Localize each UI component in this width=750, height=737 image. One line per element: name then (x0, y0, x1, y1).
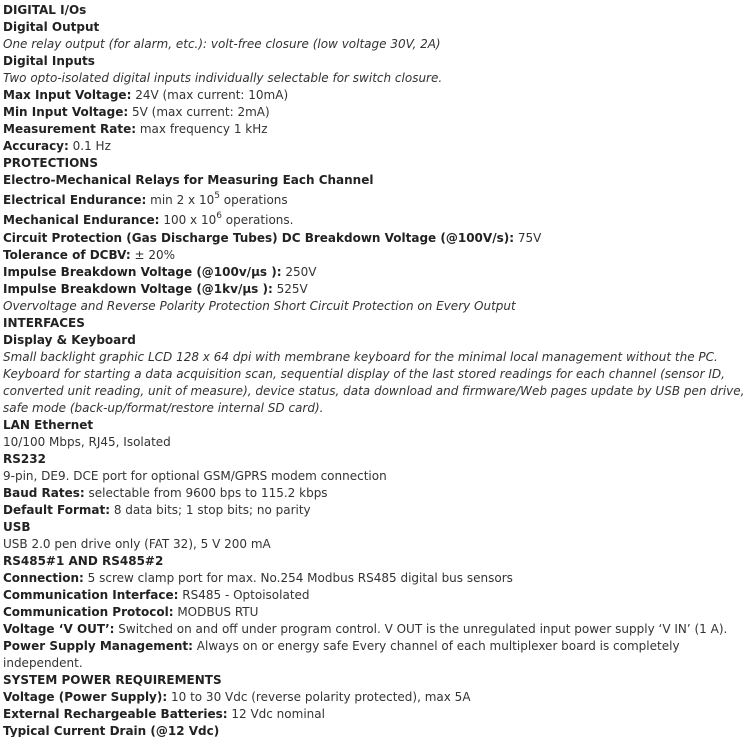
default-format-label: Default Format: (3, 503, 110, 517)
impulse-100-row (3, 264, 316, 281)
external-batteries-row (3, 706, 325, 723)
rs232-text: 9-pin, DE9. DCE port for optional GSM/GPRS modem connection (3, 469, 387, 483)
electrical-endurance-row (3, 192, 288, 209)
comm-interface-value: RS485 - Optoisolated (182, 588, 310, 602)
display-text-line2: Keyboard for starting a data acquisition scan, sequential display of the last stored readings for each channel (sensor ID, (3, 367, 725, 381)
external-batteries-label: External Rechargeable Batteries: (3, 707, 228, 721)
default-format-row (3, 502, 311, 519)
measurement-rate-label: Measurement Rate: (3, 122, 137, 136)
usb-title: USB (3, 520, 31, 534)
digital-inputs-text: Two opto-isolated digital inputs individually selectable for switch closure. (3, 71, 443, 85)
heading-digital-ios: DIGITAL I/Os (3, 3, 87, 17)
baud-rates-label: Baud Rates: (3, 486, 85, 500)
rs485-title: RS485#1 AND RS485#2 (3, 554, 164, 568)
rs232-title: RS232 (3, 452, 46, 466)
power-supply-voltage-value: 10 to 30 Vdc (reverse polarity protected), max 5A (170, 690, 471, 704)
min-input-voltage-value: 5V (max current: 2mA) (132, 105, 270, 119)
mechanical-endurance-label: Mechanical Endurance: (3, 213, 160, 227)
comm-interface-row (3, 587, 310, 604)
voltage-vout-row (3, 621, 727, 638)
max-input-voltage-row (3, 87, 288, 104)
lan-title: LAN Ethernet (3, 418, 94, 432)
connection-value: 5 screw clamp port for max. No.254 Modbus RS485 digital bus sensors (87, 571, 513, 585)
default-format-value: 8 data bits; 1 stop bits; no parity (113, 503, 311, 517)
relays-title: Electro-Mechanical Relays for Measuring Each Channel (3, 173, 374, 187)
mechanical-endurance-row (3, 212, 293, 229)
comm-interface-label: Communication Interface: (3, 588, 179, 602)
display-text-line3: converted unit reading, unit of measure), device status, data download and firmware/Web pages update by USB pen drive, (3, 384, 745, 398)
connection-label: Connection: (3, 571, 84, 585)
power-supply-voltage-label: Voltage (Power Supply): (3, 690, 168, 704)
power-supply-management-row (3, 638, 680, 655)
display-keyboard-title: Display & Keyboard (3, 333, 136, 347)
impulse-1k-row (3, 281, 308, 298)
power-supply-management-label: Power Supply Management: (3, 639, 193, 653)
comm-protocol-value: MODBUS RTU (177, 605, 259, 619)
typical-current-drain-label: Typical Current Drain (@12 Vdc) (3, 724, 220, 737)
accuracy-value: 0.1 Hz (72, 139, 111, 153)
heading-protections: PROTECTIONS (3, 156, 98, 170)
max-input-voltage-value: 24V (max current: 10mA) (135, 88, 289, 102)
breakdown-voltage-value: 75V (517, 231, 542, 245)
mechanical-endurance-value: 100 x $10^6$ operations. (163, 211, 294, 227)
digital-output-title: Digital Output (3, 20, 100, 34)
electrical-exponent: 5 (214, 191, 220, 201)
measurement-rate-row (3, 121, 268, 138)
min-input-voltage-row (3, 104, 270, 121)
lan-text: 10/100 Mbps, RJ45, Isolated (3, 435, 171, 449)
tolerance-row (3, 247, 175, 264)
impulse-1k-label: Impulse Breakdown Voltage (@1kv/μs ): (3, 282, 273, 296)
digital-inputs-title: Digital Inputs (3, 54, 95, 68)
min-input-voltage-label: Min Input Voltage: (3, 105, 129, 119)
comm-protocol-label: Communication Protocol: (3, 605, 174, 619)
voltage-vout-label: Voltage ‘V OUT’: (3, 622, 115, 636)
usb-text: USB 2.0 pen drive only (FAT 32), 5 V 200 mA (3, 537, 271, 551)
breakdown-voltage-label: Circuit Protection (Gas Discharge Tubes) DC Breakdown Voltage (@100V/s): (3, 231, 514, 245)
heading-interfaces: INTERFACES (3, 316, 85, 330)
impulse-100-label: Impulse Breakdown Voltage (@100v/μs ): (3, 265, 282, 279)
display-text-line1: Small backlight graphic LCD 128 x 64 dpi with membrane keyboard for the minimal local management without the PC. (3, 350, 718, 364)
impulse-1k-value: 525V (276, 282, 308, 296)
breakdown-voltage-row (3, 230, 541, 247)
tolerance-label: Tolerance of DCBV: (3, 248, 131, 262)
heading-system-power: SYSTEM POWER REQUIREMENTS (3, 673, 222, 687)
accuracy-row (3, 138, 111, 155)
accuracy-label: Accuracy: (3, 139, 69, 153)
measurement-rate-value: max frequency 1 kHz (139, 122, 268, 136)
voltage-vout-value: Switched on and off under program control. V OUT is the unregulated input power supply ‘V IN’ (1 A). (118, 622, 728, 636)
power-supply-management-value: Always on or energy safe Every channel of each multiplexer board is completely (196, 639, 680, 653)
mechanical-exponent: 6 (216, 211, 222, 221)
power-supply-voltage-row (3, 689, 471, 706)
electrical-endurance-label: Electrical Endurance: (3, 193, 147, 207)
power-supply-management-cont: independent. (3, 656, 83, 670)
electrical-endurance-value: min 2 x $10^5$ operations (150, 191, 288, 207)
baud-rates-value: selectable from 9600 bps to 115.2 kbps (88, 486, 328, 500)
max-input-voltage-label: Max Input Voltage: (3, 88, 132, 102)
impulse-100-value: 250V (285, 265, 317, 279)
comm-protocol-row (3, 604, 258, 621)
connection-row (3, 570, 513, 587)
baud-rates-row (3, 485, 328, 502)
digital-output-text: One relay output (for alarm, etc.): volt-free closure (low voltage 30V, 2A) (3, 37, 441, 51)
tolerance-value: ± 20% (134, 248, 176, 262)
display-text-line4: safe mode (back-up/format/restore internal SD card). (3, 401, 324, 415)
overvoltage-text: Overvoltage and Reverse Polarity Protection Short Circuit Protection on Every Output (3, 299, 516, 313)
external-batteries-value: 12 Vdc nominal (231, 707, 325, 721)
